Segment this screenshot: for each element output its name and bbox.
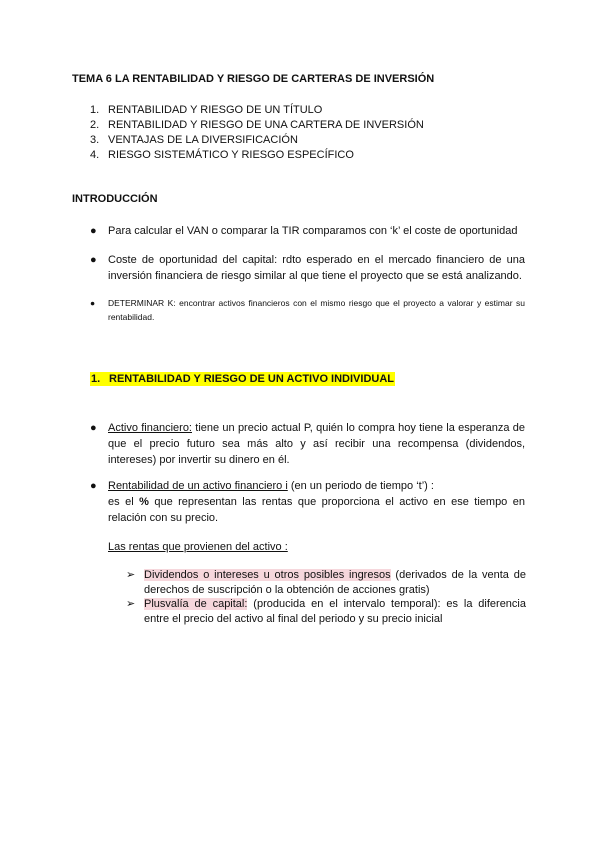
bullet-icon: ●: [90, 422, 97, 434]
arrow-bullet-icon: ➢: [126, 598, 136, 610]
toc-item: 4. RIESGO SISTEMÁTICO Y RIESGO ESPECÍFICO: [90, 149, 354, 161]
rentabilidad-definition: es el % que representan las rentas que proporciona el activo en ese tiempo en relación con su precio.: [108, 496, 525, 524]
toc-item-label: RENTABILIDAD Y RIESGO DE UNA CARTERA DE INVERSIÓN: [108, 119, 424, 131]
renta-item: ➢ Dividendos o intereses u otros posibles ingresos (derivados de la venta de derechos de suscripción o la obtención de acciones gratis): [126, 569, 526, 596]
activo-financiero-term: Activo financiero:: [108, 422, 192, 434]
intro-bullet: ● DETERMINAR K: encontrar activos financieros con el mismo riesgo que el proyecto a valorar y estimar su rentabilidad.: [90, 298, 525, 322]
bullet-icon: ●: [90, 480, 97, 492]
toc-item: 1. RENTABILIDAD Y RIESGO DE UN TÍTULO: [90, 104, 323, 116]
bullet-icon: ●: [90, 225, 97, 237]
toc-item: 2. RENTABILIDAD Y RIESGO DE UNA CARTERA DE INVERSIÓN: [90, 119, 424, 131]
rentabilidad-term: Rentabilidad de un activo financiero i: [108, 480, 288, 492]
toc-item-label: RIESGO SISTEMÁTICO Y RIESGO ESPECÍFICO: [108, 149, 354, 161]
bullet-icon: ●: [90, 298, 96, 308]
arrow-bullet-icon: ➢: [126, 569, 136, 581]
bullet-icon: ●: [90, 254, 97, 266]
intro-heading: INTRODUCCIÓN: [72, 193, 158, 205]
toc-item-label: VENTAJAS DE LA DIVERSIFICACIÓN: [108, 134, 298, 146]
table-of-contents: [90, 103, 424, 163]
intro-bullet: ● Para calcular el VAN o comparar la TIR comparamos con ‘k’ el coste de oportunidad: [90, 225, 518, 237]
activo-financiero-bullet: ● Activo financiero: tiene un precio actual P, quién lo compra hoy tiene la esperanza de que el precio futuro sea más alto y así recibir una recompensa (dividendos, intereses) por invertir su dinero en él.: [90, 422, 525, 466]
rentabilidad-bullet: ● Rentabilidad de un activo financiero i (en un periodo de tiempo ‘t’) : es el % que representan las rentas que proporciona el activo en ese tiempo en relación con su precio.: [90, 480, 525, 524]
toc-item-label: RENTABILIDAD Y RIESGO DE UN TÍTULO: [108, 104, 323, 116]
section-1-heading: 1. RENTABILIDAD Y RIESGO DE UN ACTIVO INDIVIDUAL: [91, 373, 395, 385]
document-title: TEMA 6 LA RENTABILIDAD Y RIESGO DE CARTERAS DE INVERSIÓN: [72, 73, 435, 85]
intro-bullet: ● Coste de oportunidad del capital: rdto esperado en el mercado financiero de una inversión financiera de riesgo similar al que tiene el proyecto que se está analizando.: [90, 254, 525, 282]
rentas-heading: Las rentas que provienen del activo :: [108, 541, 288, 553]
renta-item: ➢ Plusvalía de capital: (producida en el intervalo temporal): es la diferencia entre el precio del activo al final del periodo y su precio inicial: [126, 598, 526, 625]
highlighted-text: Plusvalía de capital:: [144, 598, 248, 610]
highlighted-text: Dividendos o intereses u otros posibles ingresos: [144, 569, 391, 581]
toc-item: 3. VENTAJAS DE LA DIVERSIFICACIÓN: [90, 134, 298, 146]
